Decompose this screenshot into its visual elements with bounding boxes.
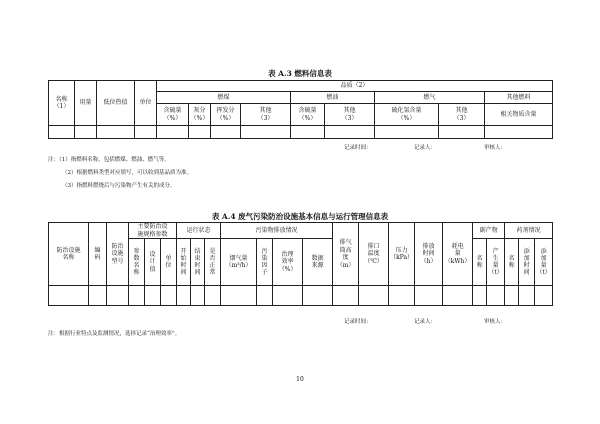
coal-header: 燃煤 [157,92,291,104]
other-substance-header: 相关物质含量 [485,104,553,126]
power-header: 耗电 量 （kWh） [443,223,473,286]
fuel-quality-header: 品质（2） [157,81,553,92]
table-row [49,126,553,139]
gas-h2s-header: 硫化氢含量 （%） [375,104,439,126]
fuel-name-header: 名称 （1） [49,81,75,126]
end-time-header: 结 束 时 间 [191,239,205,286]
oil-header: 燃油 [291,92,375,104]
coal-other-header: 其他 （3） [241,104,291,126]
note-a3-2: （2）根据燃料类型对应填写，可以收到基品质为准。 [62,170,193,176]
facility-name-header: 防治设施 名称 [49,223,89,286]
start-time-header: 开 始 时 间 [177,239,191,286]
duration-header: 排放 时间 （h） [415,223,443,286]
recorder-label: 记录人： [414,145,437,151]
coal-ash-header: 灰分 （%） [189,104,211,126]
page-number: 10 [296,376,304,383]
oil-sulfur-header: 含硫量 （%） [291,104,325,126]
fuel-lhv-header: 低位热值 [97,81,135,126]
design-value-header: 设 计 值 [145,239,161,286]
pollutant-header: 污 染 因 子 [257,239,273,286]
fuel-unit-header: 单位 [135,81,157,126]
byproduct-name-header: 名 称 [473,239,487,286]
table-a3-title: 表 A.3 燃料信息表 [268,69,332,78]
note-a3-1: 注：（1）指燃料名称，包括燃煤、燃油、燃气等。 [48,157,170,163]
gas-header: 燃气 [375,92,485,104]
agent-header: 药剂情况 [505,223,553,239]
status-header: 运行状态 [177,223,221,239]
efficiency-header: 治理 效率 （%） [273,239,303,286]
pressure-header: 压力 （kPa） [389,223,415,286]
outlet-temp-header: 排口 温度 （℃） [359,223,389,286]
fuel-info-table [48,80,553,139]
coal-volatile-header: 挥发分 （%） [211,104,241,126]
record-time-label: 记录时间： [344,145,372,151]
fuel-usage-header: 用量 [75,81,97,126]
stack-height-header: 排气 筒高 度 （m） [333,223,359,286]
reviewer-label-2: 审核人： [484,319,507,325]
flue-gas-header: 烟气量 （m³/h） [221,239,257,286]
gas-other-header: 其他 （3） [439,104,485,126]
exhaust-facility-table [48,222,553,306]
coal-sulfur-header: 含硫量 （%） [157,104,189,126]
byproduct-amount-header: 产 生 量 （t） [487,239,505,286]
agent-time-header: 添 加 时 间 [519,239,535,286]
agent-name-header: 名 称 [505,239,519,286]
normal-header: 是 否 正 常 [205,239,221,286]
model-header: 防治 设施 型号 [107,223,129,286]
note-a3-3: （3）指燃料燃烧后与污染物产生有关的成分。 [62,183,176,189]
unit-header: 单 位 [161,239,177,286]
data-source-header: 数据 来源 [303,239,333,286]
other-fuel-header: 其他燃料 [485,92,553,104]
table-row [49,286,553,306]
spec-header: 主要防治设 施规格参数 [129,223,177,239]
recorder-label-2: 记录人： [414,319,437,325]
oil-other-header: 其他 （3） [325,104,375,126]
note-a4: 注：根据行业特点及监测情况，选择记录“治理效率”。 [48,331,181,337]
emission-header: 污染物排放情况 [221,223,333,239]
table-a4-title: 表 A.4 废气污染防治设施基本信息与运行管理信息表 [211,212,389,221]
code-header: 编 码 [89,223,107,286]
param-name-header: 参 数 名 称 [129,239,145,286]
byproduct-header: 副产物 [473,223,505,239]
agent-amount-header: 添 加 量 （t） [535,239,553,286]
reviewer-label: 审核人： [484,145,507,151]
record-time-label-2: 记录时间： [344,319,372,325]
